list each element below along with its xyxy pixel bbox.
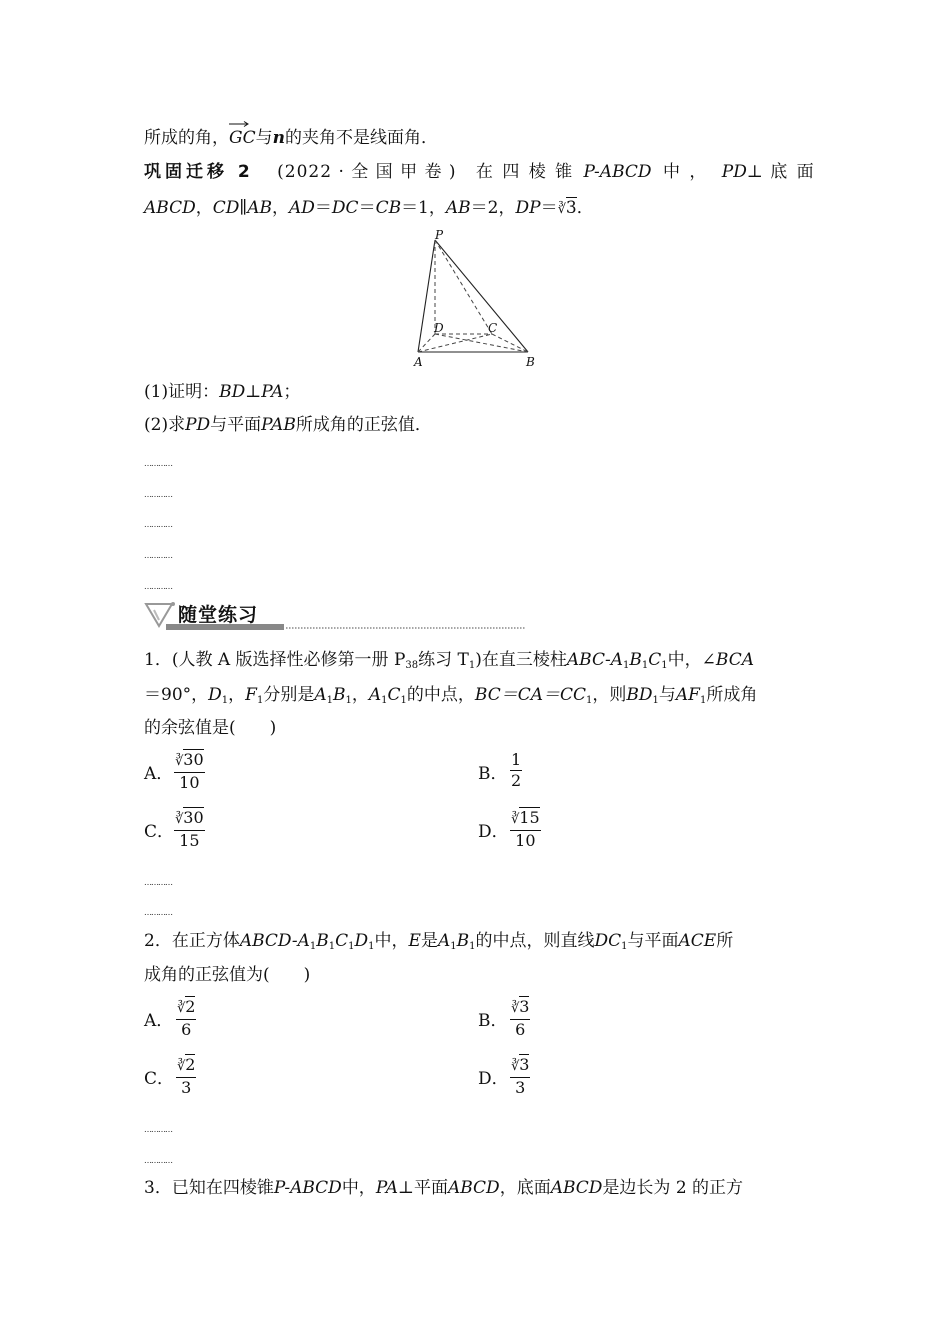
vector-gc: GC: [229, 126, 256, 150]
sqrt-3: ∛3: [557, 198, 577, 218]
q1-option-a[interactable]: A．: [144, 764, 174, 784]
intro-text: 所成的角，: [144, 128, 229, 148]
q2-option-c-value: $\frac{∛2}{3}$: [177, 1055, 196, 1097]
answer-line: …………: [144, 1125, 172, 1134]
q2-option-a[interactable]: A．: [144, 1011, 174, 1031]
answer-line: …………: [144, 1156, 172, 1165]
answer-line: …………: [144, 551, 172, 560]
label-c: C: [488, 321, 498, 335]
q1-option-c-value: $\frac{∛30}{15}$: [175, 808, 204, 850]
q2-option-b-value: $\frac{∛3}{6}$: [511, 997, 530, 1039]
edge-pb: [435, 240, 528, 352]
q1-option-b-value: $\frac{1}{2}$: [511, 750, 522, 790]
label-d: D: [434, 321, 444, 335]
exercise-q1: (1)证明：BD⊥PA；: [144, 382, 301, 402]
q1-line-2: ＝90°，$D_1$，$F_1$分别是$A_1B_1$，$A_1C_1$的中点，$BC=CA=CC_1$，则$BD_1$与$AF_1$所成角: [144, 685, 758, 706]
exercise-line-2: ABCD，CD∥AB，AD＝DC＝CB＝1，AB＝2，DP＝∛3．: [144, 198, 594, 218]
edge-ac: [418, 334, 492, 352]
q1-line-1: 1．(人教 A 版选择性必修第一册 P38练习 T1)在直三棱柱ABC-$A_1B_1C_1$中，∠BCA: [144, 650, 754, 671]
normal-vector-n: n: [272, 128, 285, 148]
edge-cb: [492, 334, 528, 352]
section-title: 随堂练习: [178, 604, 259, 626]
exercise-line-1: 巩固迁移 2 (2022 · 全 国 甲 卷 ) 在 四 棱 锥 P-ABCD 中 ， PD⊥ 底 面: [144, 162, 816, 182]
answer-line: …………: [144, 490, 172, 499]
pyramid-figure: [408, 228, 548, 370]
exercise-source: (2022 · 全 国 甲 卷 ): [277, 162, 457, 182]
q2-option-d-value: $\frac{∛3}{3}$: [511, 1055, 530, 1097]
answer-line: …………: [144, 520, 172, 529]
q1-option-b[interactable]: B．: [478, 764, 508, 784]
label-a: A: [414, 355, 423, 369]
answer-line: …………: [144, 878, 172, 887]
intro-line: 所成的角， GC与n的夹角不是线面角．: [144, 126, 438, 150]
q2-option-a-value: $\frac{∛2}{6}$: [177, 997, 196, 1039]
q1-option-d-value: $\frac{∛15}{10}$: [511, 808, 540, 850]
label-b: B: [526, 355, 535, 369]
vector-arrow-icon: [229, 121, 249, 127]
label-p: P: [435, 228, 444, 242]
q1-option-c[interactable]: C．: [144, 822, 175, 842]
q1-option-a-value: $\frac{∛30}{10}$: [175, 750, 204, 792]
edge-pa: [418, 240, 435, 352]
exercise-label: 巩固迁移 2: [144, 162, 254, 182]
q2-option-c[interactable]: C．: [144, 1069, 175, 1089]
answer-line: …………: [144, 459, 172, 468]
q2-option-b[interactable]: B．: [478, 1011, 508, 1031]
edge-pc: [435, 240, 492, 334]
q2-line-2: 成角的正弦值为( ): [144, 965, 311, 985]
q1-line-3: 的余弦值是( ): [144, 718, 277, 738]
answer-line: …………: [144, 582, 172, 591]
answer-line: …………: [144, 908, 172, 917]
exercise-q2: (2)求PD与平面PAB所成角的正弦值．: [144, 415, 432, 435]
q2-option-d[interactable]: D．: [478, 1069, 509, 1089]
q1-option-d[interactable]: D．: [478, 822, 509, 842]
q2-line-1: 2．在正方体ABCD-$A_1B_1C_1D_1$中，E是$A_1B_1$的中点，则直线$DC_1$与平面ACE所: [144, 931, 734, 952]
q3-line-1: 3．已知在四棱锥P-ABCD中，PA⊥平面ABCD，底面ABCD是边长为 2 的正方: [144, 1178, 744, 1198]
